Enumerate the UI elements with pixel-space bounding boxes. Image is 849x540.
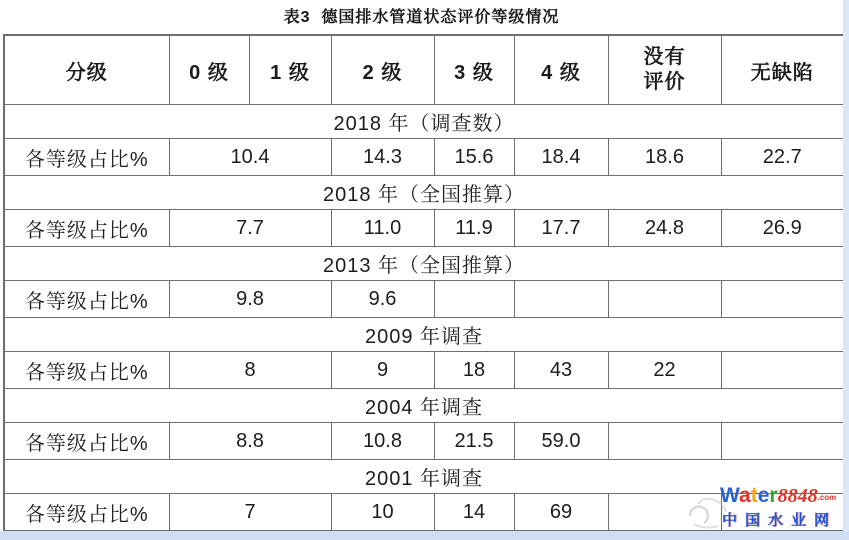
section-year-row-2018-national bbox=[4, 176, 844, 210]
period-cell: 2004 年调查 bbox=[4, 389, 844, 423]
column-header-grade3: 3 级 bbox=[434, 35, 514, 105]
row-label-cell: 各等级占比% bbox=[4, 423, 169, 460]
row-label-cell: 各等级占比% bbox=[4, 281, 169, 318]
value-cell bbox=[721, 281, 844, 318]
value-cell: 7 bbox=[169, 494, 331, 532]
row-label-cell: 各等级占比% bbox=[4, 494, 169, 532]
section-year-row-2001 bbox=[4, 460, 844, 494]
brand-letter: r bbox=[769, 484, 778, 507]
brand-letter: t bbox=[750, 484, 758, 507]
section-year-row-2013-national bbox=[4, 247, 844, 281]
value-cell: 18.4 bbox=[514, 139, 608, 176]
value-cell: 14 bbox=[434, 494, 514, 532]
value-cell: 9.6 bbox=[331, 281, 434, 318]
value-cell: 10 bbox=[331, 494, 434, 532]
value-cell bbox=[721, 423, 844, 460]
section-year-row-2004 bbox=[4, 389, 844, 423]
column-header-no-evaluation-label: 没有评价 bbox=[643, 46, 686, 93]
page-title: 表3 德国排水管道状态评价等级情况 bbox=[283, 9, 560, 26]
value-cell: 18.6 bbox=[608, 139, 721, 176]
value-cell: 11.9 bbox=[434, 210, 514, 247]
value-cell bbox=[434, 281, 514, 318]
page-edge-strip-right bbox=[843, 0, 849, 540]
section-year-row-2009 bbox=[4, 318, 844, 352]
watermark-site-name: 中国水业网 bbox=[722, 512, 838, 529]
row-label-cell: 各等级占比% bbox=[4, 210, 169, 247]
table-row bbox=[4, 210, 844, 247]
brand-suffix: .com bbox=[817, 493, 837, 502]
value-cell bbox=[514, 281, 608, 318]
value-cell bbox=[608, 281, 721, 318]
value-cell: 10.4 bbox=[169, 139, 331, 176]
period-cell: 2013 年（全国推算） bbox=[4, 247, 844, 281]
column-header-grade2: 2 级 bbox=[331, 35, 434, 105]
brand-number: 8848 bbox=[777, 485, 818, 507]
value-cell: 22.7 bbox=[721, 139, 844, 176]
value-cell bbox=[721, 352, 844, 389]
value-cell: 43 bbox=[514, 352, 608, 389]
table-row bbox=[4, 494, 844, 532]
brand-letter: a bbox=[739, 484, 751, 507]
value-cell: 11.0 bbox=[331, 210, 434, 247]
value-cell: 8 bbox=[169, 352, 331, 389]
period-cell: 2001 年调查 bbox=[4, 460, 844, 494]
value-cell: 21.5 bbox=[434, 423, 514, 460]
table-row bbox=[4, 281, 844, 318]
row-label-cell: 各等级占比% bbox=[4, 352, 169, 389]
row-label-cell: 各等级占比% bbox=[4, 139, 169, 176]
value-cell bbox=[608, 423, 721, 460]
table-header-row bbox=[4, 35, 844, 105]
value-cell: 9 bbox=[331, 352, 434, 389]
period-cell: 2018 年（调查数） bbox=[4, 105, 844, 139]
section-year-row-2018-survey bbox=[4, 105, 844, 139]
value-cell: 8.8 bbox=[169, 423, 331, 460]
value-cell: 15.6 bbox=[434, 139, 514, 176]
page-edge-strip-bottom bbox=[0, 531, 849, 540]
column-header-no-defect: 无缺陷 bbox=[721, 35, 844, 105]
value-cell: 9.8 bbox=[169, 281, 331, 318]
table-row bbox=[4, 139, 844, 176]
value-cell: 69 bbox=[514, 494, 608, 532]
brand-letter: W bbox=[720, 484, 740, 507]
value-cell: 10.8 bbox=[331, 423, 434, 460]
table-row bbox=[4, 352, 844, 389]
column-header-grade0: 0 级 bbox=[169, 35, 249, 105]
column-header-no-evaluation bbox=[608, 35, 721, 105]
value-cell: 24.8 bbox=[608, 210, 721, 247]
value-cell: 18 bbox=[434, 352, 514, 389]
period-cell: 2009 年调查 bbox=[4, 318, 844, 352]
value-cell: 7.7 bbox=[169, 210, 331, 247]
value-cell bbox=[608, 494, 721, 532]
table-row bbox=[4, 423, 844, 460]
value-cell: 14.3 bbox=[331, 139, 434, 176]
value-cell: 22 bbox=[608, 352, 721, 389]
column-header-grade1: 1 级 bbox=[249, 35, 331, 105]
evaluation-grade-table bbox=[3, 34, 845, 532]
value-cell: 17.7 bbox=[514, 210, 608, 247]
brand-letter: e bbox=[757, 484, 770, 507]
value-cell: 59.0 bbox=[514, 423, 608, 460]
value-cell bbox=[721, 494, 844, 532]
period-cell: 2018 年（全国推算） bbox=[4, 176, 844, 210]
column-header-fenji: 分级 bbox=[4, 35, 169, 105]
column-header-grade4: 4 级 bbox=[514, 35, 608, 105]
value-cell: 26.9 bbox=[721, 210, 844, 247]
